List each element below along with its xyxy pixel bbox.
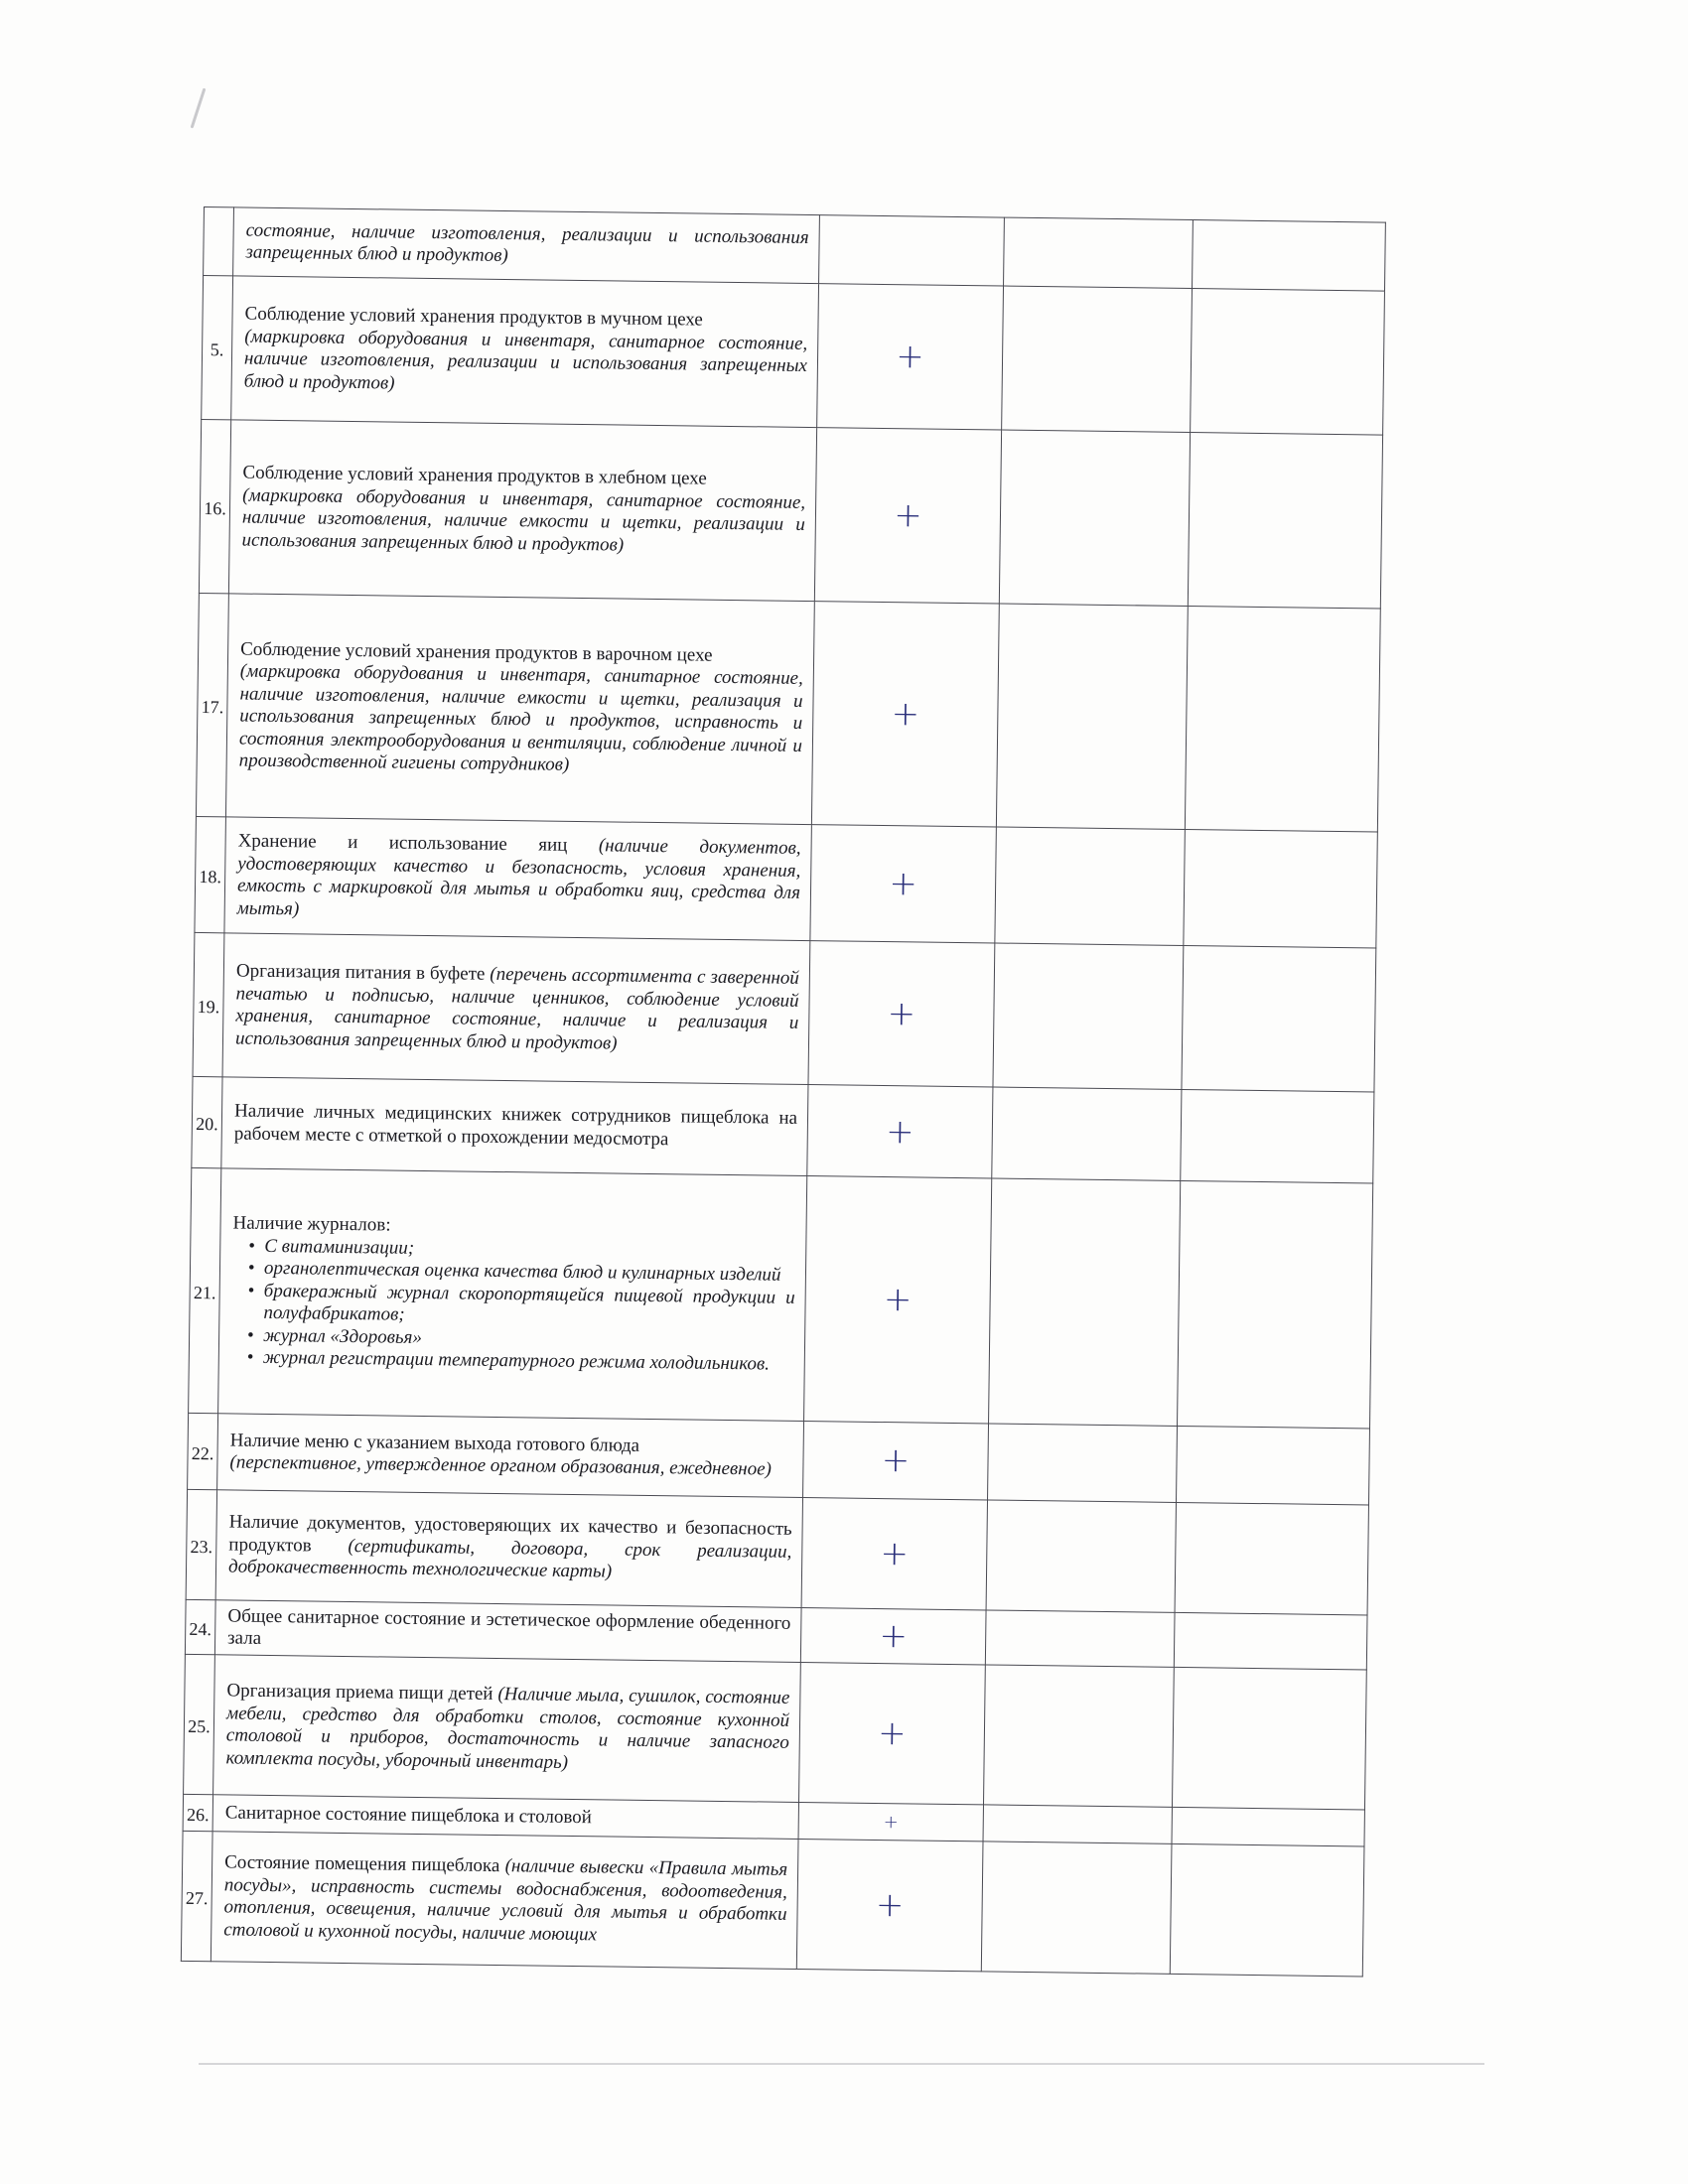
table-row — [186, 1489, 1368, 1615]
empty-cell — [1182, 945, 1376, 1092]
compliance-mark: + — [808, 941, 995, 1087]
row-title: Соблюдение условий хранения продуктов в хлебном цехе — [242, 462, 707, 489]
row-number: 27. — [181, 1831, 212, 1961]
row-title: Санитарное состояние пищеблока и столовой — [224, 1802, 593, 1829]
row-title: Наличие личных медицинских книжек сотрудников пищеблока на рабочем месте с отметкой о прохождении медосмотра — [233, 1100, 798, 1150]
row-description — [218, 1168, 807, 1422]
row-number: 23. — [186, 1489, 216, 1599]
table-row — [189, 1167, 1373, 1429]
empty-cell — [981, 1842, 1172, 1974]
row-number: 20. — [192, 1076, 222, 1167]
row-description — [228, 420, 816, 602]
list-item: • журнал «Здоровья» — [263, 1325, 794, 1355]
scan-artifact-mark — [191, 88, 207, 129]
compliance-mark: + — [814, 428, 1001, 604]
empty-cell — [1181, 1089, 1374, 1183]
table-row — [184, 1654, 1367, 1810]
row-note: состояние, наличие изготовления, реализации и использования запрещенных блюд и продуктов) — [245, 219, 809, 267]
row-number: 18. — [195, 816, 226, 932]
list-item: • журнал регистрации температурного режима холодильников. — [263, 1347, 794, 1377]
row-lead: Организация приема пищи детей — [226, 1680, 493, 1705]
row-title: Общее санитарное состояние и эстетическое оформление обеденного зала — [226, 1604, 791, 1649]
row-note: (перспективное, утвержденное органом образования, ежедневное) — [229, 1451, 773, 1480]
empty-cell — [999, 430, 1190, 606]
row-description — [215, 1490, 802, 1608]
row-number: 19. — [193, 932, 224, 1076]
table-row — [196, 593, 1380, 832]
empty-cell — [1184, 829, 1378, 948]
empty-cell — [992, 1087, 1182, 1180]
empty-cell — [996, 604, 1188, 829]
inspection-checklist-table — [181, 206, 1386, 1977]
empty-cell — [1002, 286, 1193, 432]
row-description — [224, 817, 811, 941]
empty-cell — [1185, 607, 1380, 833]
row-description — [233, 207, 820, 284]
compliance-mark: + — [811, 602, 999, 827]
compliance-mark: + — [807, 1085, 993, 1178]
row-description — [231, 276, 819, 428]
row-number: 21. — [189, 1167, 221, 1413]
row-title: Соблюдение условий хранения продуктов в мучном цехе — [244, 303, 703, 331]
row-number: 22. — [188, 1413, 218, 1489]
row-description — [221, 1077, 808, 1176]
compliance-mark: + — [803, 1422, 989, 1500]
empty-cell — [1172, 1667, 1366, 1810]
row-number: 16. — [199, 419, 230, 593]
compliance-mark: + — [799, 1662, 986, 1804]
row-title: Наличие журналов: — [232, 1212, 391, 1236]
list-item: • С витаминизации; — [264, 1236, 795, 1266]
row-note: (Наличие мыла, сушилок, состояние мебели, средство для обработки столов, состояние кухонной столовой и приборов, достаточность и наличие запасного комплекта посуды, уборочный инвентарь) — [225, 1684, 790, 1773]
row-description — [217, 1414, 804, 1498]
row-description — [213, 1655, 801, 1803]
compliance-mark: + — [800, 1608, 986, 1665]
empty-cell — [995, 827, 1186, 945]
table-row — [192, 1076, 1374, 1183]
compliance-mark: + — [801, 1498, 987, 1610]
compliance-mark: + — [817, 284, 1004, 430]
row-number: 25. — [184, 1654, 215, 1794]
table-row — [195, 816, 1377, 948]
document-page — [181, 206, 1386, 1977]
empty-cell — [983, 1805, 1172, 1843]
empty-cell — [985, 1610, 1175, 1667]
row-number: 5. — [202, 276, 233, 420]
list-item: • бракеражный журнал скоропортящейся пищевой продукции и полуфабрикатов; — [263, 1281, 795, 1332]
journal-list — [231, 1235, 796, 1376]
empty-cell — [989, 1178, 1181, 1426]
page-edge-line — [199, 2063, 1484, 2065]
list-item: • органолептическая оценка качества блюд и кулинарных изделий — [264, 1258, 795, 1288]
row-note: (наличие документов, удостоверяющих качество и безопасность, условия хранения, емкость с маркировкой для мытья и обработки яиц, средства для мытья) — [236, 835, 801, 919]
row-lead: Хранение и использование яиц — [237, 830, 568, 856]
compliance-mark: + — [796, 1839, 983, 1971]
row-title: Соблюдение условий хранения продуктов в варочном цехе — [240, 638, 713, 666]
row-note: (маркировка оборудования и инвентаря, санитарное состояние, наличие изготовления, реализации и использования запрещенных блюд и продуктов) — [243, 326, 808, 394]
compliance-mark: + — [810, 825, 997, 943]
row-note: (маркировка оборудования и инвентаря, санитарное состояние, наличие изготовления, наличие емкости и щетки, реализация и использования запрещенных блюд и продуктов, исправность и состояния электрооборудования и вентиляции, соблюдение личной и производственной гигиены сотрудников) — [238, 660, 803, 775]
empty-cell — [1191, 289, 1385, 436]
compliance-mark: + — [804, 1176, 992, 1424]
table-row — [193, 932, 1376, 1092]
empty-cell — [1176, 1426, 1369, 1505]
empty-cell — [1193, 220, 1386, 292]
row-description — [225, 594, 814, 825]
table-row — [199, 419, 1382, 609]
row-lead: Организация питания в буфете — [235, 960, 486, 985]
table-row — [202, 276, 1385, 436]
empty-cell — [983, 1665, 1174, 1807]
compliance-mark — [819, 215, 1005, 286]
empty-cell — [988, 1424, 1178, 1502]
row-note: (сертификаты, договора, срок реализации, доброкачественность технологические карты) — [227, 1535, 792, 1582]
row-note: (перечень ассортимента с заверенной печатью и подписью, наличие ценников, соблюдение условий хранения, санитарное состояние, наличие и реализация и использования запрещенных блюд и продуктов) — [234, 963, 800, 1054]
row-description — [222, 933, 810, 1085]
empty-cell — [993, 943, 1184, 1089]
empty-cell — [1004, 217, 1194, 288]
table-row — [181, 1831, 1364, 1977]
row-description — [214, 1600, 801, 1663]
empty-cell — [986, 1500, 1176, 1612]
row-number: 17. — [196, 593, 228, 816]
row-title: Наличие меню с указанием выхода готового блюда — [229, 1429, 640, 1456]
empty-cell — [1170, 1843, 1364, 1977]
row-number: 26. — [183, 1794, 212, 1831]
empty-cell — [1175, 1502, 1368, 1615]
row-lead: Наличие документов, удостоверяющих их качество и безопасность продуктов — [228, 1511, 792, 1557]
row-number — [204, 207, 234, 276]
compliance-mark: + — [798, 1802, 983, 1841]
empty-cell — [1174, 1612, 1367, 1670]
row-description — [211, 1832, 798, 1970]
row-lead: Состояние помещения пищеблока — [224, 1851, 500, 1877]
empty-cell — [1172, 1807, 1364, 1846]
row-note: (наличие вывески «Правила мытья посуды», исправность системы водоснабжения, водоотведения, отопления, освещения, наличие условий для мытья и обработки столовой и кухонной посуды, наличие моющих — [223, 1855, 788, 1945]
empty-cell — [1178, 1180, 1373, 1429]
empty-cell — [1188, 433, 1382, 610]
row-note: (маркировка оборудования и инвентаря, санитарное состояние, наличие изготовления, наличие емкости и щетки, реализации и использования запрещенных блюд и продуктов) — [241, 484, 806, 556]
row-number: 24. — [185, 1599, 215, 1654]
